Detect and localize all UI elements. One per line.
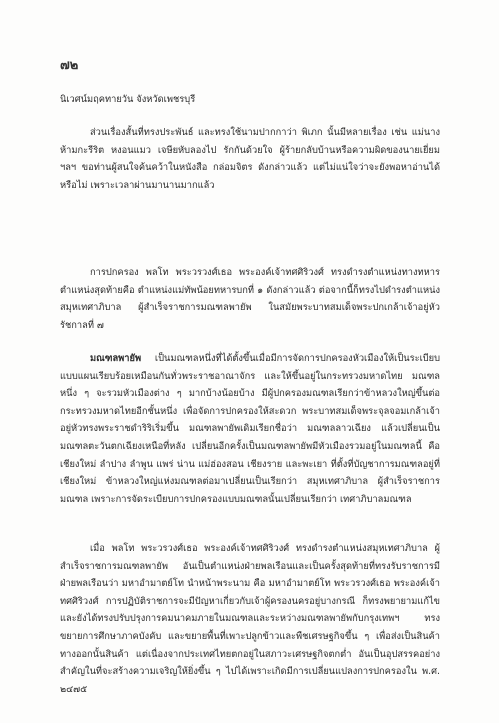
paragraph-text: เป็นมณฑลหนึ่งที่ได้ตั้งขึ้นเมื่อมีการจัดการปกครองหัวเมืองให้เป็นระเบียบแบบแผนเรียบร้อยเหมือนกันทั่วพระราชอาณาจักร และให้ขึ้นอยู่ในกระทรวงมหาดไทย มณฑลหนึ่ง ๆ จะรวมหัวเมืองต่าง ๆ มากบ้างน้อยบ้าง มีผู้ปกครองมณฑลเรียกว่าข้าหลวงใหญ่ขึ้นต่อกระทรวงมหาดไทยอีกชั้นหนึ่ง เพื่อจัดการปกครองให้สะดวก พระบาทสมเด็จพระจุลจอมเกล้าเจ้าอยู่หัวทรงพระราชดำริริเริ่มขึ้น มณฑลพายัพเดิมเรียกชื่อว่า มณฑลลาวเฉียง แล้วเปลี่ยนเป็นมณฑลตะวันตกเฉียงเหนือที่หลัง เปลี่ยนอีกครั้งเป็นมณฑลพายัพมีหัวเมืองรวมอยู่ในมณฑลนี้ คือ เชียงใหม่ ลำปาง ลำพูน แพร่ น่าน แม่ฮ่องสอน เชียงราย และพะเยา ที่ตั้งที่บัญชาการมณฑลอยู่ที่เชียงใหม่ ข้าหลวงใหญ่แห่งมณฑลต่อมาเปลี่ยนเป็นเรียกว่า สมุหเทศาภิบาล ผู้สำเร็จราชการมณฑล เพราะการจัดระเบียบการปกครองแบบมณฑลนั้นเปลี่ยนเรียกว่า เทศาภิบาลมณฑล (60, 353, 440, 505)
section-heading: นิเวศน์มฤคทายวัน จังหวัดเพชรบุรี (60, 94, 196, 105)
bold-term: มณฑลพายัพ (90, 353, 142, 364)
paragraph-text: ส่วนเรื่องสั้นที่ทรงประพันธ์ และทรงใช้นามปากกาว่า พิเภก นั้นมีหลายเรื่อง เช่น แม่นางห้ามกะรีริต หงอนแมว เจษียหับลองไป รักกันด้วยใจ ผู้ร้ายกลับบ้านหรือความผิดของนายเยี่ยม ฯลฯ ขอท่านผู้สนใจค้นคว้าในหนังสือ กล่อมจิตร ดังกล่าวแล้ว แต่ไม่แน่ใจว่าจะยังพอหาอ่านได้หรือไม่ เพราะเวลาผ่านมานานมากแล้ว (60, 127, 440, 191)
paragraph-governance (60, 264, 440, 334)
paragraph-text: เมื่อ พลโท พระวรวงศ์เธอ พระองค์เจ้าทศศิริวงศ์ ทรงดำรงตำแหน่งสมุหเทศาภิบาล ผู้สำเร็จราชการมณฑลพายัพ อันเป็นตำแหน่งฝ่ายพลเรือนและเป็นครั้งสุดท้ายที่ทรงรับราชการมีฝ่ายพลเรือนว่า มหาอำมาตย์โท นำหน้าพระนาม คือ มหาอำมาตย์โท พระวรวงศ์เธอ พระองค์เจ้าทศศิริวงศ์ การปฏิบัติราชการจะมีปัญหาเกี่ยวกับเจ้าผู้ครองนครอยู่บางกรณี ก็ทรงพยายามแก้ไขและยังได้ทรงปรับปรุงการคมนาคมภายในมณฑลและระหว่างมณฑลพายัพกับกรุงเทพฯ ทรงขยายการศึกษาภาคบังคับ และขยายพื้นที่เพาะปลูกข้าวและพืชเศรษฐกิจขึ้น ๆ เพื่อส่งเป็นสินค้าทางออกนั้นสินค้า แต่เนื่องจากประเทศไทยตกอยู่ในสภาวะเศรษฐกิจตกต่ำ อันเป็นอุปสรรคอย่างสำคัญในที่จะสร้างความเจริญให้ยิ่งขึ้น ๆ ไปได้เพราะเกิดมีการเปลี่ยนแปลงการปกครองใน พ.ศ. ๒๔๗๕ (60, 543, 440, 695)
paragraph-superintendent (60, 540, 440, 698)
paragraph-short-stories (60, 124, 440, 194)
paragraph-text: การปกครอง พลโท พระวรวงศ์เธอ พระองค์เจ้าทศศิริวงศ์ ทรงดำรงตำแหน่งทางทหารตำแหน่งสุดท้ายคือ ตำแหน่งแม่ทัพน้อยทหารบกที่ ๑ ดังกล่าวแล้ว ต่อจากนี้ก็ทรงไปดำรงตำแหน่งสมุหเทศาภิบาล ผู้สำเร็จราชการมณฑลพายัพ ในสมัยพระบาทสมเด็จพระปกเกล้าเจ้าอยู่หัว รัชกาลที่ ๗ (60, 267, 440, 331)
paragraph-monthon-phayap (60, 350, 440, 508)
page-number: ๗๒ (60, 58, 79, 73)
